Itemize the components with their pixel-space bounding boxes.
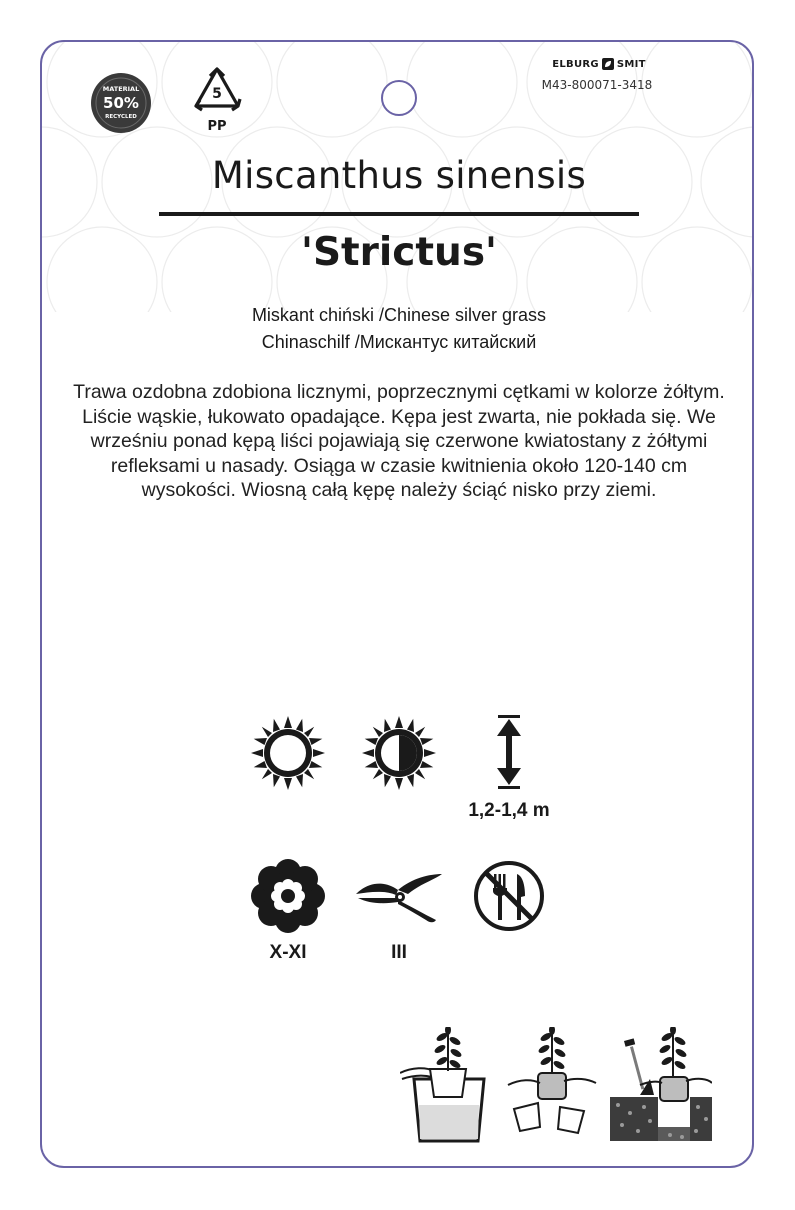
unpotting-step-icon — [508, 1027, 596, 1133]
brand-logo — [539, 58, 659, 70]
brand-left: ELBURG — [552, 58, 599, 70]
badge-percent: 50% — [103, 94, 139, 112]
leaf-icon — [602, 58, 614, 70]
recycled-material-badge — [90, 72, 152, 134]
recycling-pp-icon — [186, 66, 248, 138]
pruning-shears-icon — [354, 868, 444, 924]
flowering-label: X-XI — [269, 942, 307, 963]
common-names-line2: Chinaschilf /Мискантус китайский — [261, 332, 537, 352]
not-edible-icon — [473, 860, 545, 932]
brand-right: SMIT — [616, 58, 646, 70]
latin-name: Miscanthus sinensis — [211, 154, 587, 197]
title-divider — [159, 212, 639, 216]
recycling-material: PP — [207, 119, 227, 134]
plant-description: Trawa ozdobna zdobiona licznymi, poprzecznymi cętkami w kolorze żółtym. Liście wąskie, łukowato opadające. Kępa jest zwarta, nie pokłada się. We wrześniu ponad kępą liści pojawiają się czerwone kwiatostany z żółtymi refleksami u nasady. Osiąga w czasie kwitnienia około 120-140 cm wysokości. Wiosną całą kępę należy ściąć nisko przy ziemi. — [73, 381, 725, 501]
planting-instructions-illustration — [400, 1027, 712, 1145]
product-code: M43-800071-3418 — [541, 78, 653, 92]
half-shade-icon — [360, 714, 438, 792]
common-names — [42, 302, 754, 356]
height-arrow-icon — [492, 714, 526, 790]
height-label: 1,2-1,4 m — [468, 800, 550, 821]
badge-line1: MATERIAL — [102, 85, 140, 93]
recycling-code: 5 — [212, 86, 222, 102]
full-sun-icon — [249, 714, 327, 792]
common-names-line1: Miskant chiński /Chinese silver grass — [251, 305, 547, 325]
pruning-label: III — [391, 942, 407, 963]
watering-step-icon — [400, 1027, 484, 1141]
plant-label-card — [40, 40, 754, 1168]
planting-step-icon — [610, 1027, 712, 1141]
badge-line2: RECYCLED — [105, 114, 137, 120]
cultivar-name: 'Strictus' — [301, 230, 497, 275]
hanging-hole — [381, 80, 417, 116]
flower-icon — [250, 858, 326, 934]
